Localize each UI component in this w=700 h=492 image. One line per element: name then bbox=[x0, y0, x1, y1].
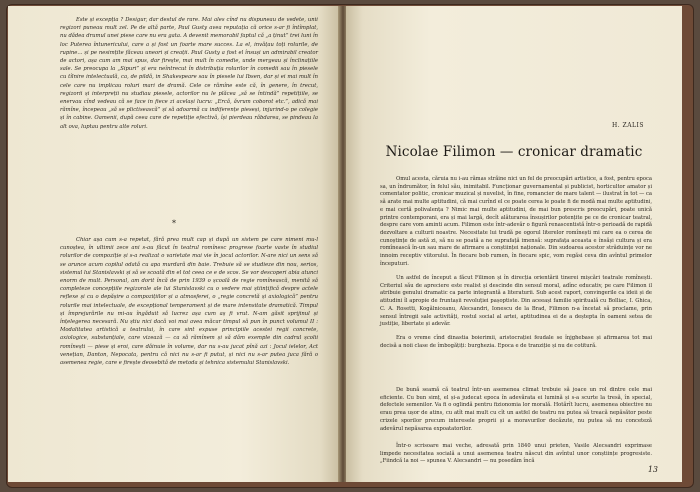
left-paragraph-2 bbox=[60, 236, 318, 367]
right-paragraph-3 bbox=[380, 335, 652, 350]
right-paragraph-3-text: Era o vreme cînd dinastia boierimii, aristocrației feudale se înjghebase și afirmarea tot mai decisă a noii clase de îmbogățiți: burghezia. Epoca e de tranziție și nu de cotitură. bbox=[380, 335, 652, 349]
left-paragraph-1-text: Este și excepția ? Desigur, dar destul de rare. Mai ales cînd nu dispuneau de vedete, unii regizori puneau mult zel. Pe de altă parte, Paul Gusty avea reputația că orice s-ar fi întîmplat, nu dădea drumul unei piese care nu era gata. A devenit memorabil faptul că „a ținut” trei luni în loc Puterea întunericului, care a și fost un foarte mare succes. La el, invățau toți rolurile, de rupine... și pe nesimțite făceau uneori și creații. Paul Gusty a fost el însuși un admirabil creator de actori, așa cum am mai spus, dar firește, mai mult în comedie, unde mergeau și înclinațiile sale. Se preocupa la „Sipuri” și era neîntrecut în distribuția rolurilor în comedii sau în piesele cu tîlnire intelectuală, ca, de pildă, in Shakespeare sau în piesele lui Ibsen, dar și ei mai mult în cele care nu implicau roluri mari de dramă. Cele ce rămîne este că, în genere, în trecut, regizorii și interpreții nu studiau piesele, actorilor nu le plăcea „să se întindă” repetițiile, se enervau cînd vedeau că se face in fiece zi același lucru: „Ercă, ăvrum coborot etc.”, adică mai rămîne, începeau „să se plictisească” și să adoarmă ca indiferențe pieseși, injurind-o pe colegie și în cabine. Oamenii, după ceea care de repetiție efectivă, își pierdeau răbdarea, se pindeau la alt ova, luptau pentru alte roluri. bbox=[60, 17, 318, 130]
left-page bbox=[8, 6, 340, 482]
right-paragraph-4 bbox=[380, 387, 652, 433]
left-paragraph-1 bbox=[60, 16, 318, 131]
right-paragraph-2-text: Un astfel de început a făcut Filimon și în direcția orientării tinerei mișcări teatrale romînești. Criteriul său de apreciere este realist și descinde din sensul moral, adînc educativ, pe care Filimon il atribuie genului dramatic ca parte integrantă a literaturii. Sub acest raport, convingerile ca ideii și de atitudini îl apropie de fruntașii revoluției pașoptiste. Din aceeași familie spirituală cu Bolliac, I. Ghica, C. A. Rosetti, Kogălniceanu, Alecsandri, Ionescu de la Brad, Filimon n-a încetat să proclame, prin sensul întregii sale activități, rostul social al artei, aptitudinea ei de a deștepta în oameni setea de justiție, libertate și adevăr. bbox=[380, 275, 652, 328]
right-paragraph-2 bbox=[380, 275, 652, 329]
right-paragraph-5-text: Într-o scrisoare mai veche, adresată prin 1840 unui prieten, Vasile Alecsandri exprimase limpede necesitatea socială a unui asemenea teatru născut din avîntul unor conștiințe progresiste. „Fiindcă la noi — spunea V. Alecsandri — nu posedăm încă bbox=[380, 443, 652, 465]
right-paragraph-4-text: De bună seamă că teatrul într-un asemenea climat trebuie să joace un rol dintre cele mai eficiente. Cu bun simț, el și-a judecat epoca în adevărata ei lumină și s-a scurte la tresă, în special, defectele semenilor. Va fi o oglindă pentru fizionomia lor morală. Hotărît lucru, asemenea obiective nu erau prea ușor de atins, cu atît mai mult cu cît un astfel de teatru nu putea să treacă nepăsător peste crizele sporilor precum interesele proprii și a moravurilor decăzute, nu putea să nu conceteză adevărul nepăsarea expoatatorilor. bbox=[380, 387, 652, 432]
right-page bbox=[346, 6, 682, 482]
section-separator: * bbox=[172, 219, 176, 228]
right-paragraph-1 bbox=[380, 176, 652, 268]
left-paragraph-2-text: Chiar așa cum s-a repetat, fără prea mult cap și după un sistem pe care nimeni mu-l cunoștea, în ultimii zece ani s-au făcut în teatrul romînesc progrese foarte vaste în studiul rolurilor de compoziție și s-a realizat o varietate mai vie în jocul actorilor. N-are nici un sens să se arunce acum copilul odată cu apa murdară din baie. Trebuie să se studieze din nou, serios, sistemul lui Stanislavski și să se scoată din el tot ceea ce e de scos. Se vor descoperi abia atunci enorm de mult. Personal, am dorit încă de prin 1939 o școală de regie romînească, menită să completeze concepțiile regizorale ale lui Stanislavski cu o vedere mai științifică despre actele reflexe și cu o depășire a compozițiilor și a atmosferei, o „regie concretă și axiologică” pentru rolurile mai intelectuale, de excepțional temperament și de mare intensitate dramatică. Timpul și împrejurările nu mi-au îngăduit să lucrez așa cum aș fi vrut. N-am găsit sprijinul și înțelegerea necesară. Nu știu nici dacă voi mai avea măcar timpul să pun în punct volumul II : Modalitatea artistică a teatrului, în care sint expuse principiile acestei regii concrete, axiologice, substanțiale, care vizează — ca să rămînem și să dăm exemple din cadrul școlii romînești — piese și eroi, care dăinuie în volume, dar nu s-au jucat pînă azi : Jocul ielelor, Act venețian, Danton, Nepocata, pentru că nici nu s-ar fi putut, și nici nu s-ar putea juca fără o asemenea regie, care e firește deosebită de metoda și tehnica sistemului Stanislavski. bbox=[60, 237, 318, 367]
right-paragraph-1-text: Omul acesta, căruia nu i-au rămas străine nici un fel de preocupări artistice, a fost, pentru epoca sa, un îndrumător, în felul său, inimitabil. Funcționar guvernamental și publicist, horticultor amator și comentator politic, cronicar muzical și nuvelist, în fine, romancier de mare talent — ilustrat în tot — ca să arate mai multe aptitudini, că mai curînd el ce poate cerea le poate fi de modă mai multe aptitudini, e mai certă polivalența ? Nimic mai multe aptitudini, de mai bun prescris preocupări, poate unică printre contemporani, era și mai largă, decît alăturarea însușirilor potențite pe ce de cronicar teatral, despre care vom aminti acum. Filimon este într-adevăr o figură renascentistă într-o perioadă de rapidă dezvoltare a culturii noastre. Necesitate lui trudă pe ogorul literelor romînești mi care ea o cerea de cunoștințe de astă zi, să nu se poată a ne suprafață imensă: suprafața aceasta e însăși cultura și era romînească în-un sau mare de afirmare a conștiinței naționale. Din sudoarea acestor străduințe vor ne innoim receptiv viitorului. În fiecare bob rumen, în fiecare spic, vom regăsi ceva din avîntul primelor începuturi. bbox=[380, 176, 652, 267]
article-author: H. ZALIS bbox=[611, 122, 644, 129]
page-number: 13 bbox=[647, 465, 658, 474]
right-paragraph-5 bbox=[380, 443, 652, 466]
article-title: Nicolae Filimon — cronicar dramatic bbox=[385, 144, 643, 160]
